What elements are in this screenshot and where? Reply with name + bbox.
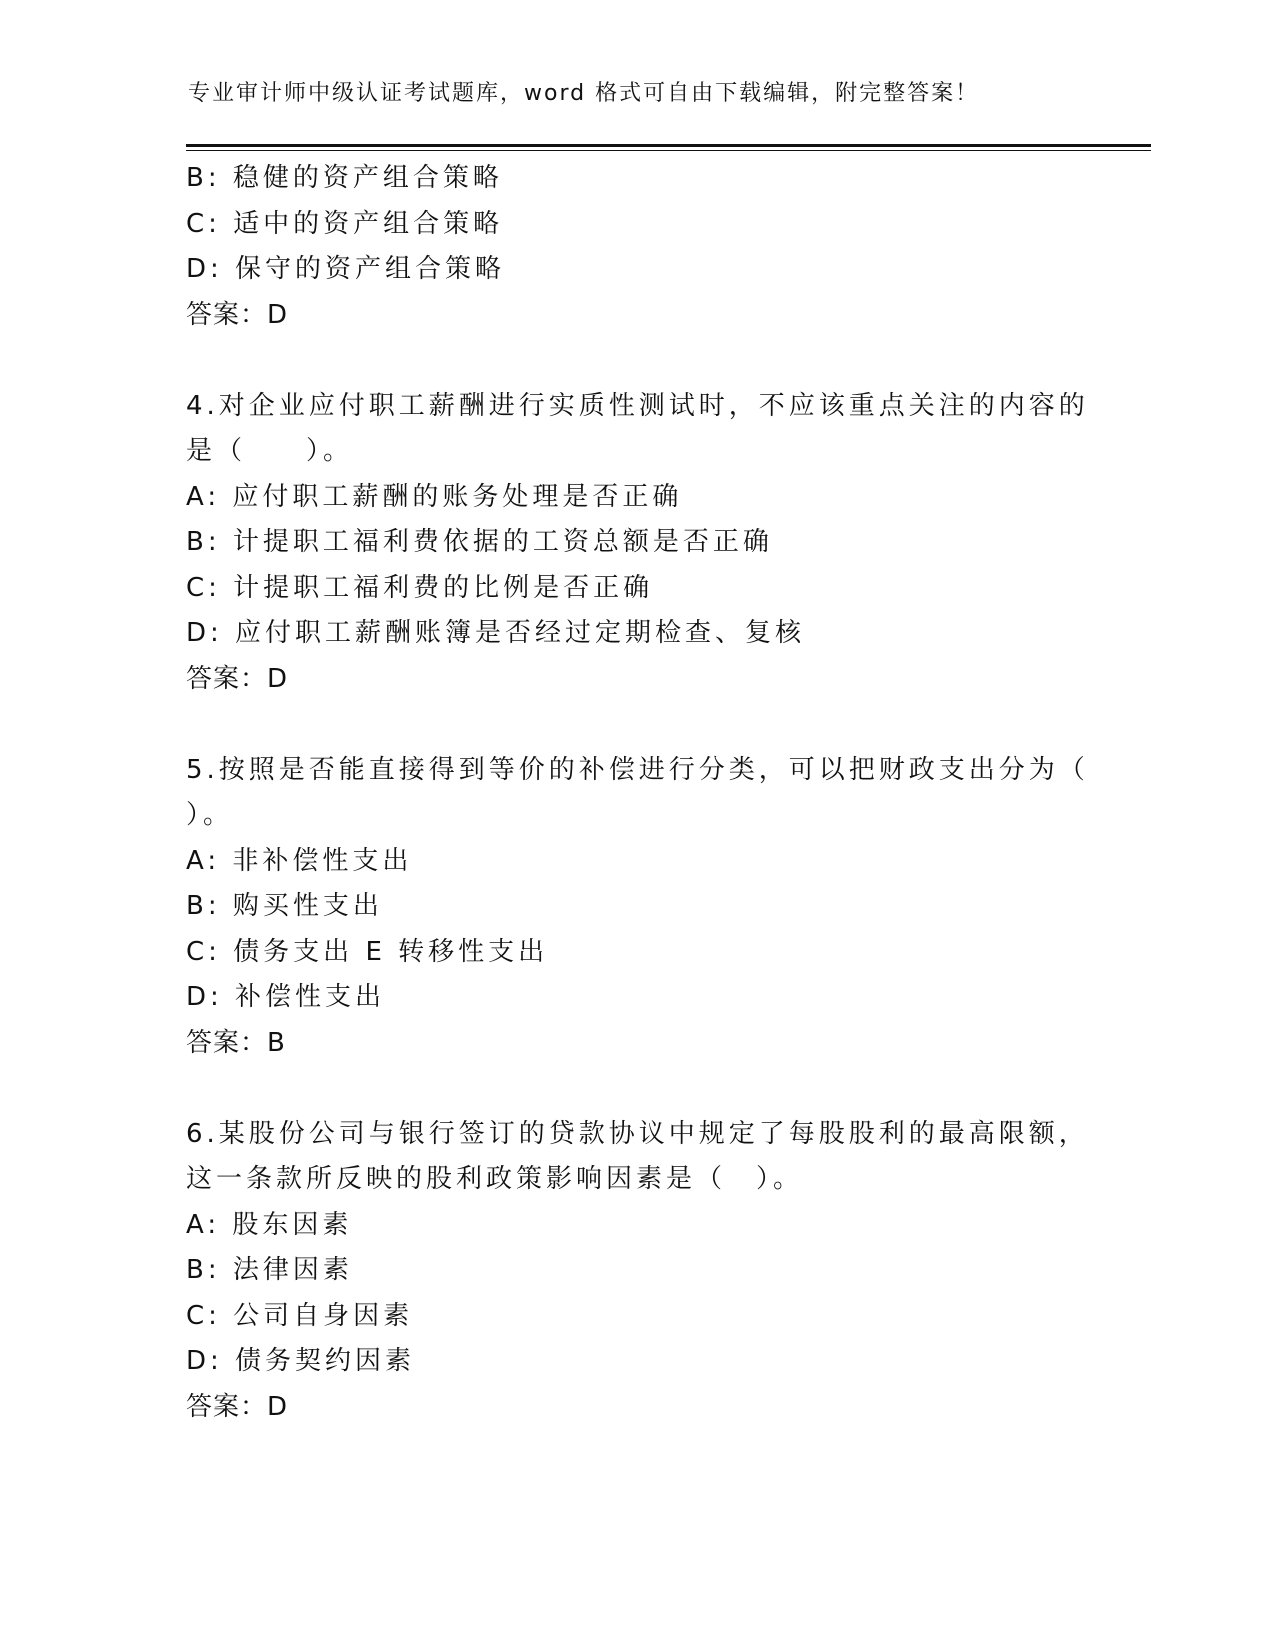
option-d: D: 保守的资产组合策略: [186, 254, 506, 284]
option-b: B: 计提职工福利费依据的工资总额是否正确: [186, 527, 773, 557]
question-stem-line: 6.某股份公司与银行签订的贷款协议中规定了每股股利的最高限额，: [186, 1118, 1089, 1149]
question-stem-line: 5.按照是否能直接得到等价的补偿进行分类，可以把财政支出分为（: [186, 754, 1089, 785]
option-c: C: 适中的资产组合策略: [186, 208, 504, 239]
option-b: B: 法律因素: [186, 1255, 353, 1285]
page-header: 专业审计师中级认证考试题库，word 格式可自由下载编辑，附完整答案！: [188, 81, 980, 106]
question-stem-line: 4.对企业应付职工薪酬进行实质性测试时，不应该重点关注的内容的: [186, 390, 1089, 421]
option-b: B: 稳健的资产组合策略: [186, 163, 503, 193]
question-stem-line: 这一条款所反映的股利政策影响因素是（ ）。: [186, 1164, 804, 1194]
spacer: [186, 338, 1086, 384]
option-c: C: 计提职工福利费的比例是否正确: [186, 572, 654, 603]
option-d: D: 债务契约因素: [186, 1346, 416, 1376]
answer-line: 答案：D: [186, 299, 289, 330]
question-3-continued: [186, 156, 1086, 338]
question-5: [186, 748, 1089, 1067]
question-4: [186, 384, 1089, 703]
option-b: B: 购买性支出: [186, 891, 383, 921]
spacer: [186, 1066, 1086, 1112]
option-a: A: 股东因素: [186, 1209, 353, 1240]
option-d: D: 应付职工薪酬账簿是否经过定期检查、复核: [186, 618, 806, 648]
document-body: [186, 156, 1089, 1430]
option-a: A: 非补偿性支出: [186, 845, 413, 876]
option-a: A: 应付职工薪酬的账务处理是否正确: [186, 481, 683, 512]
option-c: C: 债务支出 E 转移性支出: [186, 936, 549, 967]
question-6: [186, 1112, 1089, 1431]
question-stem-line: 是（ ）。: [186, 436, 354, 466]
header-rule-thin: [186, 150, 1151, 151]
question-stem-line: ）。: [186, 800, 234, 830]
answer-line: 答案：D: [186, 663, 289, 694]
option-d: D: 补偿性支出: [186, 982, 386, 1012]
option-c: C: 公司自身因素: [186, 1300, 414, 1331]
header-rule-thick: [186, 144, 1151, 147]
spacer: [186, 702, 1086, 748]
answer-line: 答案：D: [186, 1391, 289, 1422]
answer-line: 答案：B: [186, 1027, 286, 1058]
